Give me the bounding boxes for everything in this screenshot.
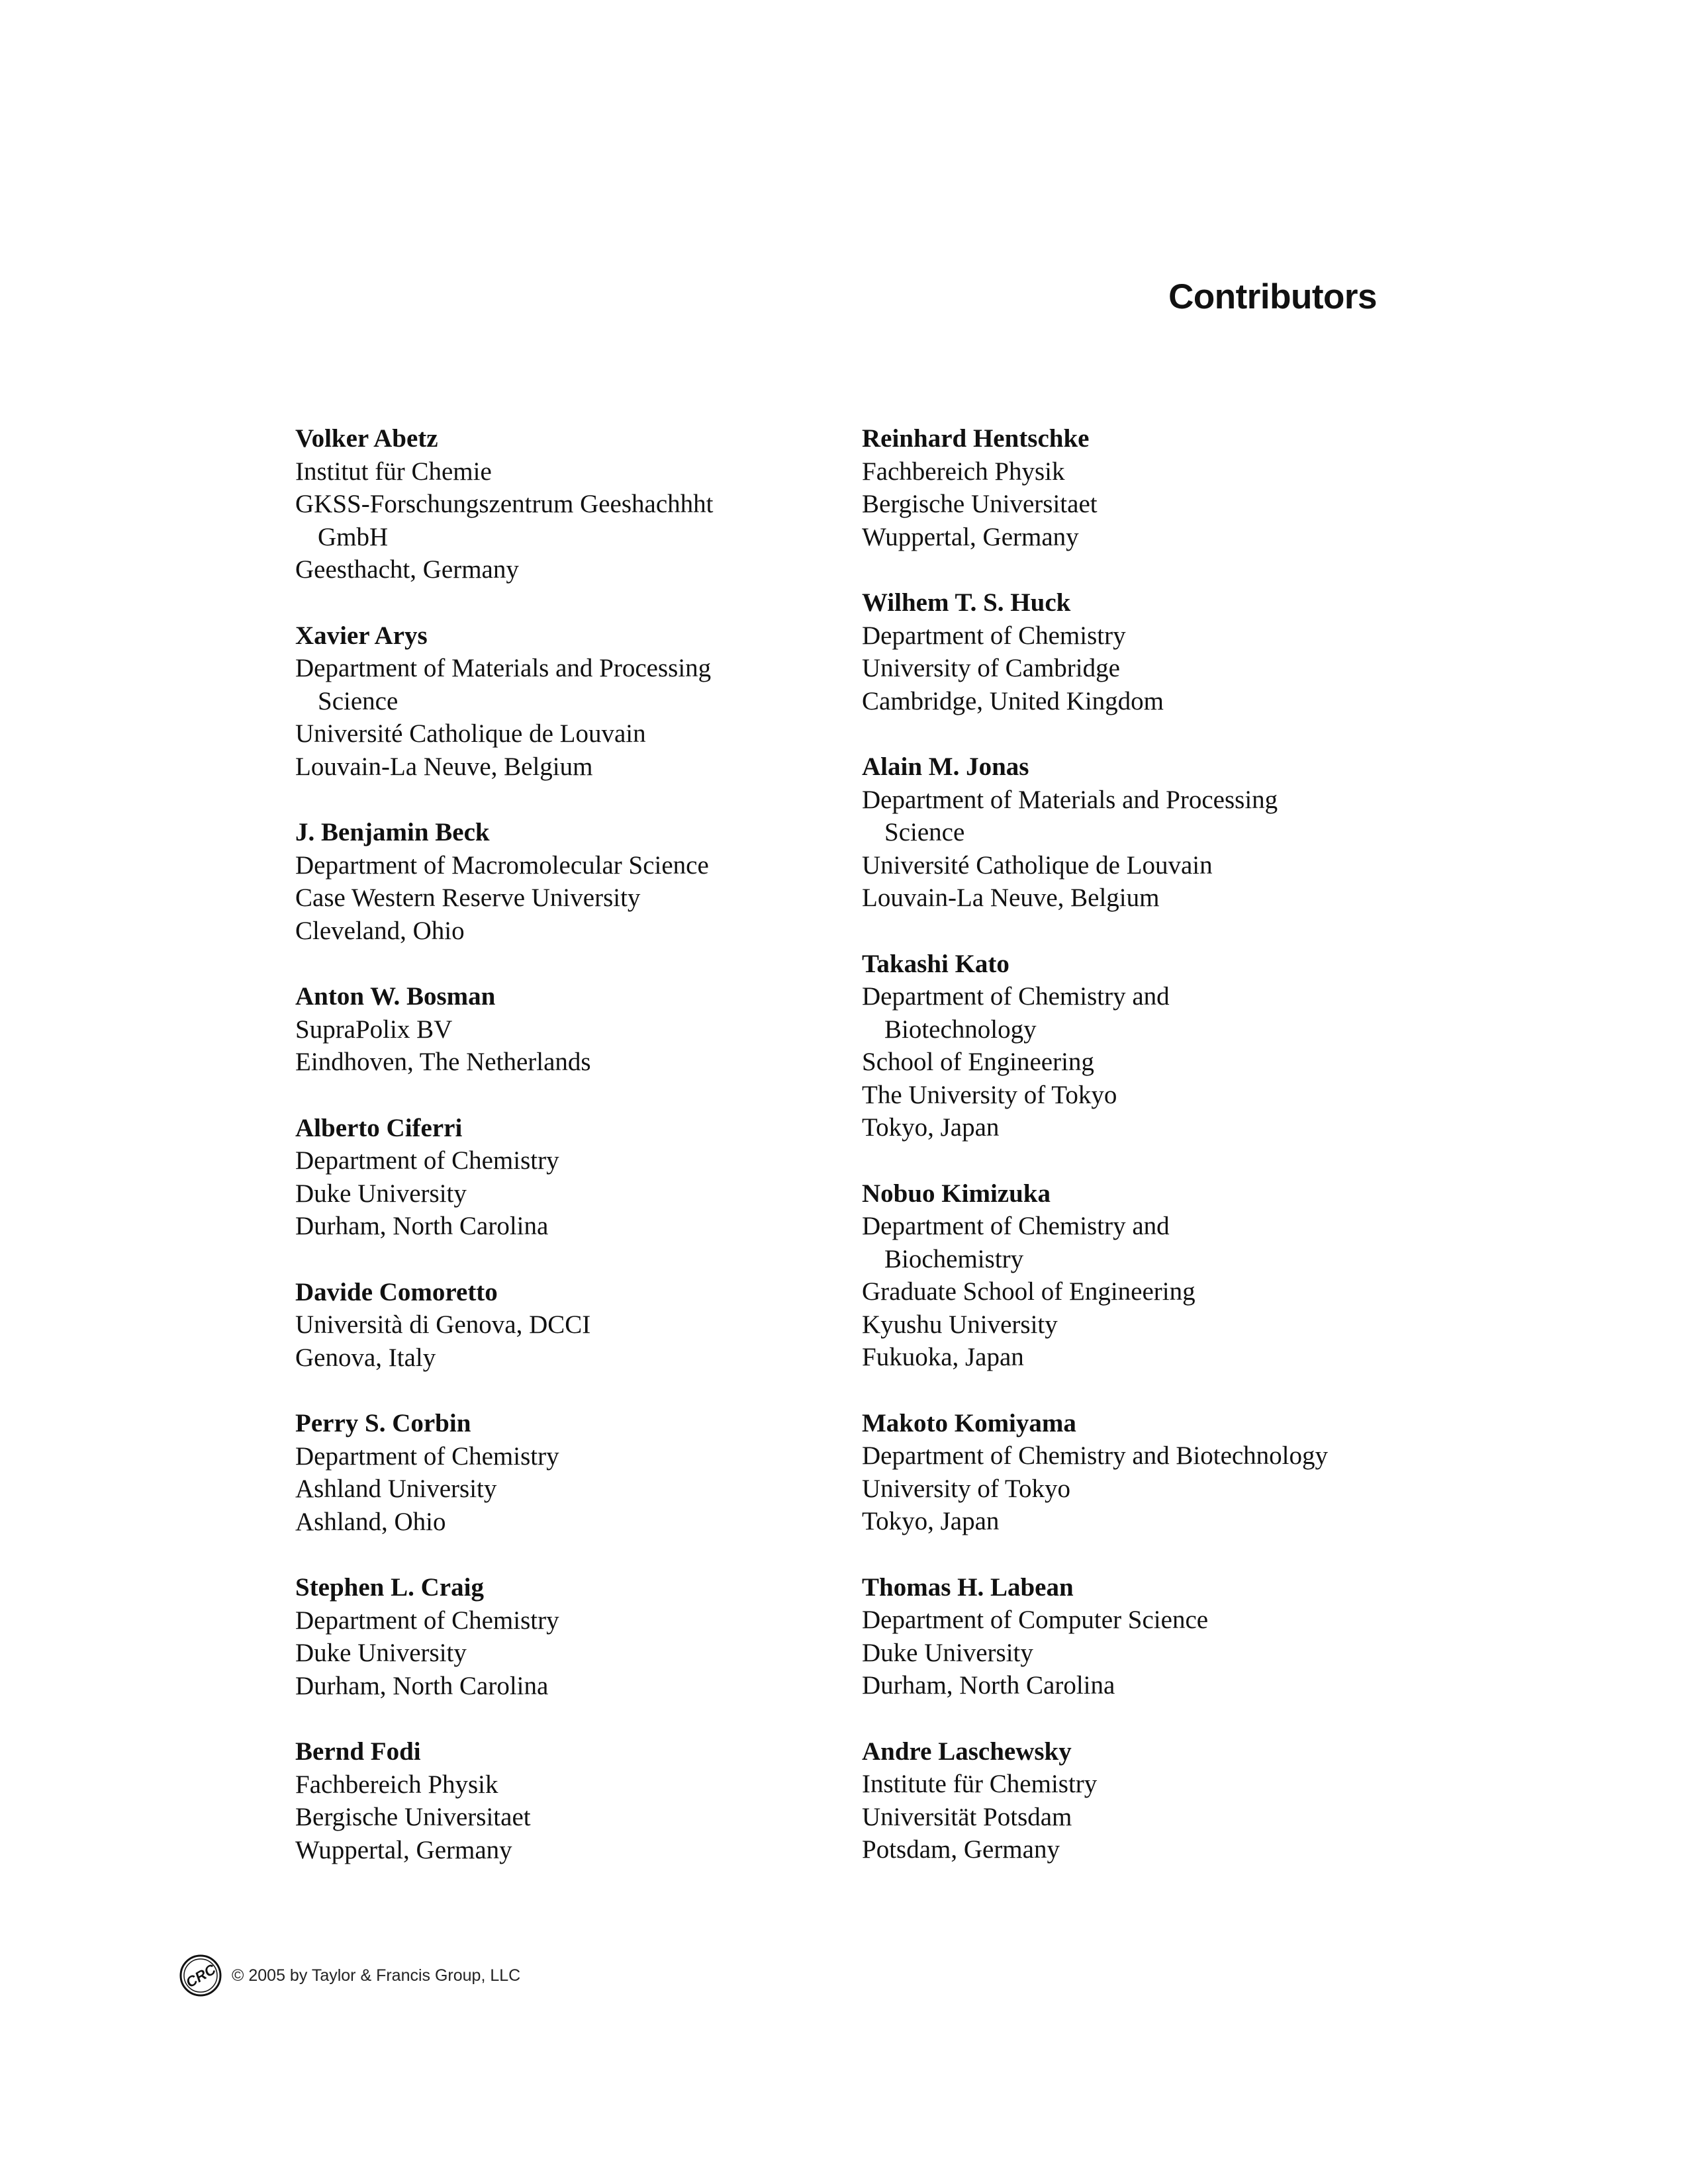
contributor-affiliation-line: Geesthacht, Germany [295,555,519,584]
contributor-affiliation-line: Université Catholique de Louvain [862,850,1213,880]
contributor-affiliation-line: Università di Genova, DCCI [295,1310,591,1339]
contributor-affiliation-line: Department of Chemistry [295,1146,559,1175]
footer [179,1952,520,1999]
contributor-name: Takashi Kato [862,949,1009,978]
contributor-affiliation-line: Duke University [295,1179,467,1208]
contributor-affiliation-line: Louvain-La Neuve, Belgium [862,884,1160,912]
contributor-entry [862,948,1444,1144]
contributor-affiliation-line: Potsdam, Germany [862,1835,1060,1864]
contributor-affiliation-line: Universität Potsdam [862,1802,1072,1831]
contributor-affiliation-line: Genova, Italy [295,1343,436,1372]
contributor-affiliation-line: GKSS-Forschungszentrum Geeshachhht [295,490,714,518]
contributor-affiliation-line: Université Catholique de Louvain [295,719,646,748]
contributor-affiliation-line: The University of Tokyo [862,1080,1117,1109]
contributor-name: Davide Comoretto [295,1277,498,1306]
contributor-affiliation-line: Durham, North Carolina [295,1212,549,1240]
contributor-name: J. Benjamin Beck [295,818,490,846]
contributor-entry [862,1571,1444,1702]
contributor-affiliation-line: Institute für Chemistry [862,1770,1098,1798]
contributor-affiliation-line: Duke University [862,1638,1033,1667]
contributor-affiliation-line: Biochemistry [884,1244,1024,1273]
contributor-affiliation-line: Department of Macromolecular Science [295,850,709,880]
contributor-affiliation-line: Cleveland, Ohio [295,916,465,945]
contributor-affiliation-line: Durham, North Carolina [862,1671,1115,1700]
crc-logo-text: CRC [183,1960,219,1991]
contributor-affiliation-line: Science [318,686,399,715]
contributor-name: Perry S. Corbin [295,1409,471,1437]
contributor-entry [862,1407,1444,1538]
contributor-affiliation-line: Department of Chemistry [295,1606,559,1635]
contributor-affiliation-line: SupraPolix BV [295,1015,453,1044]
contributor-affiliation-line: School of Engineering [862,1048,1094,1076]
contributor-entry [295,980,851,1079]
contributor-affiliation-line: Durham, North Carolina [295,1671,549,1700]
contributor-entry [295,619,851,784]
contributor-entry [295,1407,851,1538]
contributor-entry [862,1177,1444,1374]
contributor-name: Xavier Arys [295,621,428,650]
contributor-entry [862,751,1444,915]
contributor-affiliation-line: Tokyo, Japan [862,1113,1000,1142]
contributor-name: Makoto Komiyama [862,1408,1076,1437]
contributor-affiliation-line: Eindhoven, The Netherlands [295,1048,591,1076]
contributor-entry [862,586,1444,717]
contributor-affiliation-line: Ashland, Ohio [295,1507,446,1536]
contributor-affiliation-line: Science [884,818,965,846]
contributor-name: Alain M. Jonas [862,752,1029,781]
contributor-entry [295,1112,851,1243]
contributor-affiliation-line: University of Cambridge [862,654,1120,682]
contributor-affiliation-line: Institut für Chemie [295,457,492,486]
contributor-affiliation-line: Tokyo, Japan [862,1507,1000,1535]
contributor-affiliation-line: Department of Chemistry and Biotechnology [862,1441,1329,1470]
copyright-notice: © 2005 by Taylor & Francis Group, LLC [232,1966,521,1985]
contributor-affiliation-line: Fachbereich Physik [295,1770,498,1799]
contributor-affiliation-line: Department of Chemistry and [862,982,1170,1011]
contributor-entry [862,1735,1444,1866]
contributor-entry [295,816,851,947]
contributor-affiliation-line: Louvain-La Neuve, Belgium [295,752,593,781]
contributor-name: Stephen L. Craig [295,1573,484,1602]
contributor-affiliation-line: GmbH [318,522,389,551]
contributor-affiliation-line: Department of Chemistry and [862,1212,1170,1240]
contributor-name: Reinhard Hentschke [862,424,1090,453]
contributor-affiliation-line: University of Tokyo [862,1474,1071,1503]
contributor-affiliation-line: Graduate School of Engineering [862,1277,1196,1306]
contributor-affiliation-line: Department of Chemistry [295,1441,559,1471]
contributor-entry [862,422,1444,553]
crc-logo-icon [179,1954,222,1997]
page-title: Contributors [1168,277,1377,316]
contributor-name: Anton W. Bosman [295,982,496,1011]
contributor-affiliation-line: Department of Materials and Processing [862,785,1278,814]
contributor-affiliation-line: Wuppertal, Germany [862,522,1079,551]
contributor-name: Andre Laschewsky [862,1737,1072,1766]
contributor-affiliation-line: Biotechnology [884,1015,1037,1044]
contributor-affiliation-line: Duke University [295,1639,467,1667]
contributor-affiliation-line: Fukuoka, Japan [862,1343,1024,1371]
contributor-affiliation-line: Department of Chemistry [862,621,1126,650]
contributor-affiliation-line: Bergische Universitaet [295,1803,531,1831]
contributor-affiliation-line: Kyushu University [862,1310,1058,1339]
contributor-name: Volker Abetz [295,424,438,453]
contributor-affiliation-line: Department of Materials and Processing [295,654,712,682]
contributor-affiliation-line: Wuppertal, Germany [295,1835,512,1864]
contributors-right-column [862,422,1444,1899]
contributor-name: Alberto Ciferri [295,1113,463,1142]
contributor-entry [295,1735,851,1866]
contributor-name: Thomas H. Labean [862,1572,1074,1602]
contributor-entry [295,1571,851,1702]
contributor-entry [295,422,851,586]
contributor-entry [295,1276,851,1375]
contributor-name: Bernd Fodi [295,1737,421,1766]
contributor-affiliation-line: Ashland University [295,1475,497,1503]
contributors-left-column [295,422,851,1899]
contributor-affiliation-line: Fachbereich Physik [862,457,1065,486]
contributor-affiliation-line: Case Western Reserve University [295,884,641,912]
contributor-affiliation-line: Bergische Universitaet [862,490,1098,518]
contributor-name: Nobuo Kimizuka [862,1179,1051,1208]
contributor-name: Wilhem T. S. Huck [862,588,1071,617]
contributor-affiliation-line: Department of Computer Science [862,1606,1209,1634]
contributor-affiliation-line: Cambridge, United Kingdom [862,686,1164,715]
